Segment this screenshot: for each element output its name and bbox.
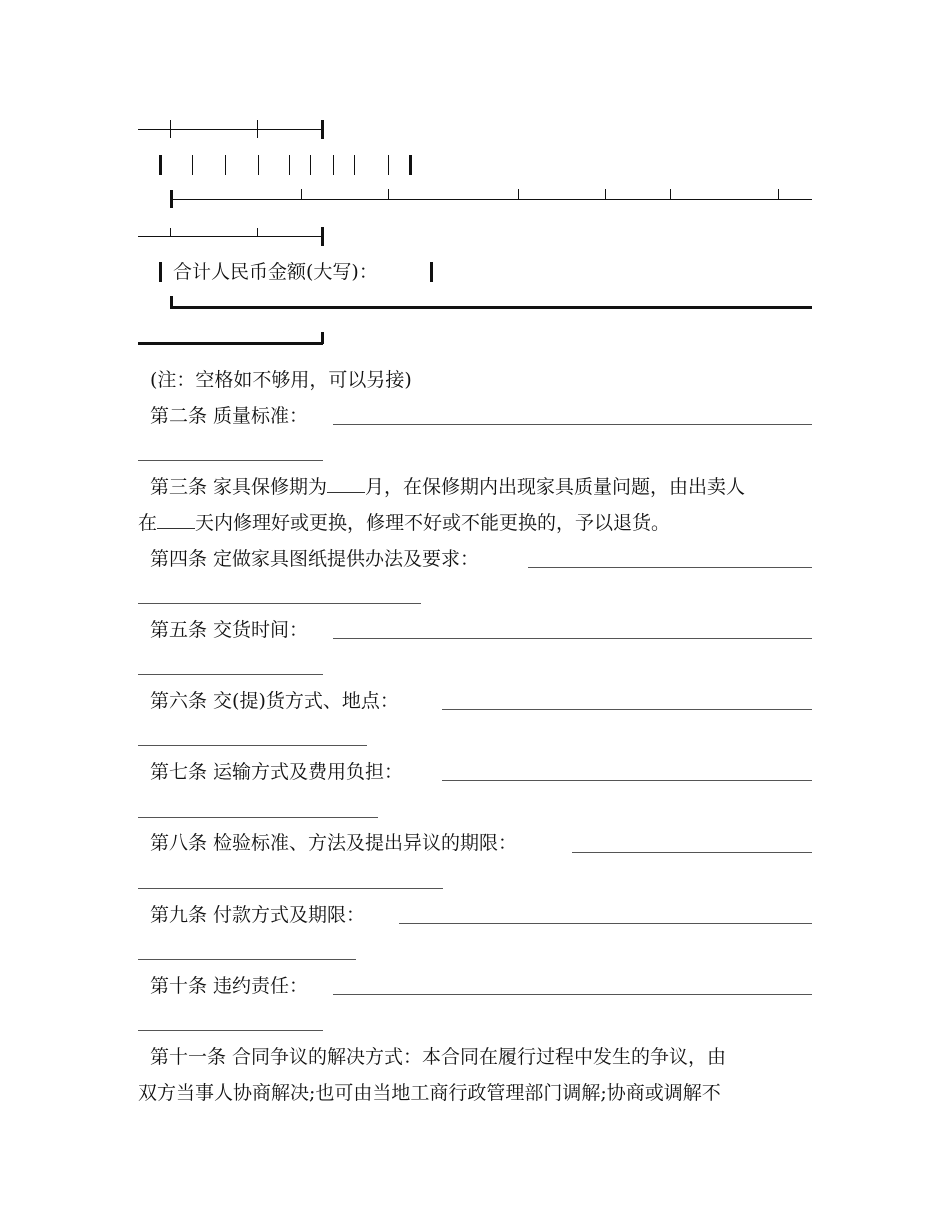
table-note: (注：空格如不够用，可以另接) (150, 369, 412, 391)
table-line (354, 155, 355, 175)
table-line (388, 155, 389, 175)
table-line (225, 155, 226, 175)
clause-4-label: 第四条 定做家具图纸提供办法及要求： (150, 548, 480, 570)
table-line (138, 129, 323, 130)
clause-6-blank (442, 709, 812, 710)
clause-2-blank-continued (138, 460, 323, 461)
table-line (670, 189, 671, 199)
table-line (138, 236, 323, 237)
clause-5-blank-continued (138, 674, 323, 675)
clause-10-label: 第十条 违约责任： (150, 975, 309, 997)
clause-3-line-1 (150, 476, 745, 498)
clause-3-text: 第三条 家具保修期为 (150, 476, 328, 498)
table-line (409, 155, 412, 175)
table-line (310, 155, 311, 175)
table-line (289, 155, 290, 175)
clause-7-blank-continued (138, 817, 378, 818)
clause-4-blank (528, 567, 812, 568)
clause-9-blank (399, 923, 812, 924)
table-line (170, 199, 812, 200)
table-line (257, 120, 258, 138)
table-line (321, 227, 324, 246)
table-line (257, 228, 258, 236)
clause-6-blank-continued (138, 745, 367, 746)
clause-7-label: 第七条 运输方式及费用负担： (150, 761, 404, 783)
table-line (170, 120, 171, 138)
table-line (170, 306, 812, 309)
table-line (333, 155, 334, 175)
clause-10-blank (333, 994, 812, 995)
table-line (518, 189, 519, 199)
clause-10-blank-continued (138, 1030, 323, 1031)
clause-9-label: 第九条 付款方式及期限： (150, 904, 366, 926)
total-amount-label: 合计人民币金额(大写)： (173, 261, 378, 283)
clause-11-line-1: 第十一条 合同争议的解决方式：本合同在履行过程中发生的争议，由 (150, 1046, 727, 1068)
warranty-months-blank (327, 476, 365, 493)
table-line (321, 332, 324, 344)
clause-9-blank-continued (138, 959, 356, 960)
table-line (159, 262, 162, 282)
clause-3-text: 月，在保修期内出现家具质量问题，由出卖人 (365, 476, 746, 498)
table-line (301, 189, 302, 199)
clause-7-blank (442, 780, 812, 781)
clause-2-blank (333, 424, 812, 425)
table-line (388, 189, 389, 199)
table-line (192, 155, 193, 175)
clause-8-label: 第八条 检验标准、方法及提出异议的期限： (150, 832, 518, 854)
repair-days-blank (157, 512, 195, 529)
table-line (258, 155, 259, 175)
table-line (159, 155, 162, 175)
clause-3-text: 天内修理好或更换，修理不好或不能更换的，予以退货。 (195, 512, 671, 534)
table-line (605, 189, 606, 199)
clause-5-blank (333, 638, 812, 639)
table-line (430, 262, 433, 282)
table-line (321, 120, 324, 139)
clause-2-label: 第二条 质量标准： (150, 405, 309, 427)
clause-6-label: 第六条 交(提)货方式、地点： (150, 690, 399, 712)
clause-8-blank-continued (138, 888, 443, 889)
clause-4-blank-continued (138, 603, 421, 604)
clause-11-line-2: 双方当事人协商解决;也可由当地工商行政管理部门调解;协商或调解不 (138, 1082, 721, 1104)
clause-5-label: 第五条 交货时间： (150, 619, 309, 641)
table-line (778, 189, 779, 199)
clause-3-line-2 (138, 512, 670, 534)
clause-3-text: 在 (138, 512, 158, 534)
table-line (170, 228, 171, 236)
table-line (138, 342, 323, 345)
clause-8-blank (572, 852, 812, 853)
